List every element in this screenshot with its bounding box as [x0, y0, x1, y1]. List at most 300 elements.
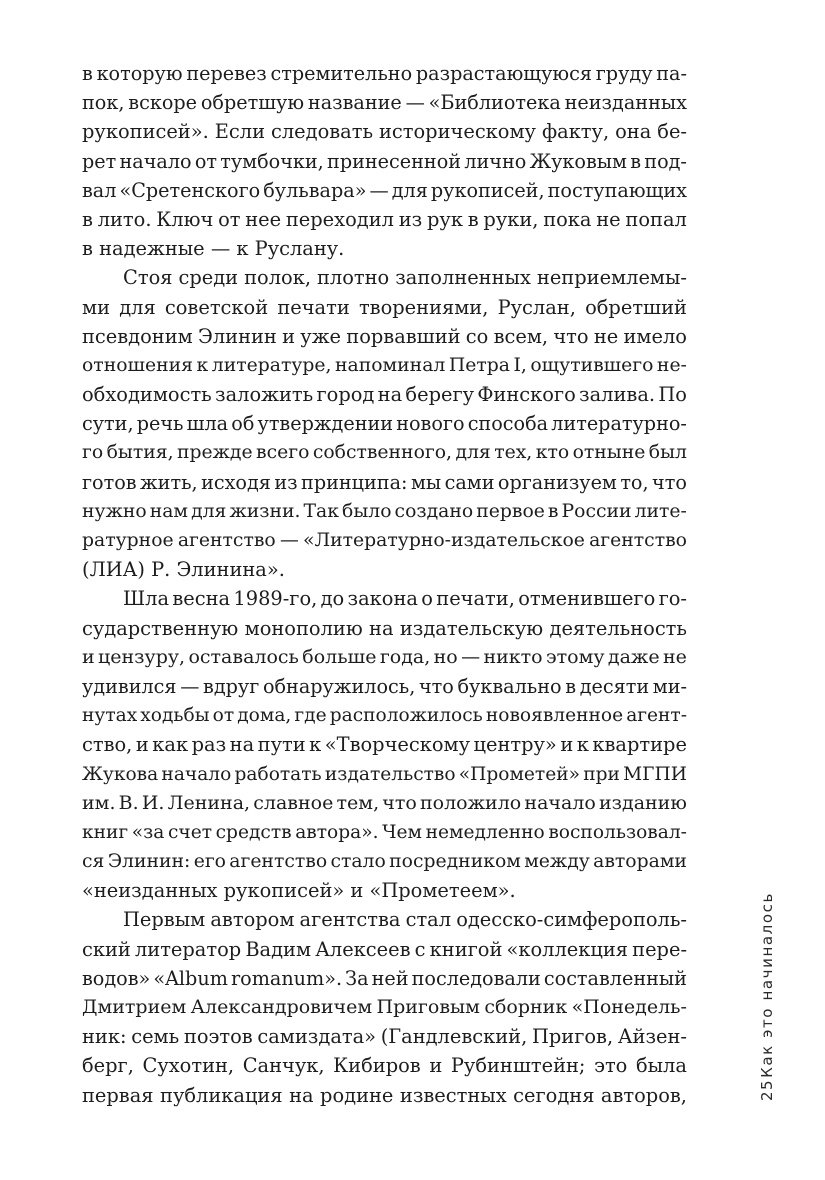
word: Сухотин, — [142, 1054, 235, 1078]
word: раз — [191, 733, 227, 757]
word: и — [429, 1054, 443, 1078]
word: берегу — [405, 383, 475, 407]
text-line — [82, 614, 687, 643]
word: славное — [253, 791, 334, 814]
word: лично — [464, 149, 527, 173]
word: го- — [658, 587, 687, 611]
word: ский — [82, 937, 131, 961]
word: на — [369, 616, 394, 640]
running-head — [752, 892, 782, 1078]
text-line — [82, 88, 687, 117]
word: — — [461, 645, 481, 668]
word: полок, — [244, 266, 311, 290]
word: «Понедель- — [571, 996, 687, 1018]
word: литературе, — [211, 354, 332, 376]
word: о — [421, 587, 433, 611]
word: И. — [141, 791, 165, 814]
word: Стоя — [123, 266, 173, 290]
text-line — [82, 964, 687, 993]
word: рук — [427, 207, 463, 231]
word: бе- — [657, 120, 687, 144]
page-number-text: 25 — [758, 1078, 776, 1102]
word: Шла — [123, 587, 170, 611]
word: и — [82, 645, 95, 668]
text-line — [82, 293, 687, 322]
word: десяти — [579, 674, 650, 698]
word: мы — [410, 470, 442, 494]
word: то, — [620, 470, 649, 494]
word: вал — [82, 178, 117, 202]
word: центру» — [473, 733, 557, 757]
text-line — [82, 117, 687, 146]
word: бульвара» — [263, 178, 367, 202]
word: советской — [164, 295, 269, 319]
word: прежде — [176, 442, 253, 464]
word: «Литературно-издательское — [302, 530, 585, 551]
body-text — [82, 59, 687, 1110]
word: го — [82, 442, 104, 464]
word: Кибиров — [333, 1054, 421, 1078]
text-line — [82, 789, 687, 818]
text-line — [82, 672, 687, 701]
word: от — [218, 207, 241, 231]
word: для — [391, 178, 428, 202]
word: последовали — [411, 966, 541, 990]
text-line — [82, 438, 687, 467]
word: даже — [607, 645, 660, 668]
word: — — [279, 530, 299, 551]
word: Элинин — [197, 324, 277, 348]
word: ми- — [652, 674, 687, 698]
text-line — [82, 205, 687, 234]
word: удивился — [82, 674, 177, 698]
word: вскоре — [128, 91, 198, 115]
word: авторов, — [600, 1083, 687, 1107]
word: организуем — [497, 470, 617, 494]
word: до — [320, 587, 345, 611]
word: название — [307, 91, 402, 115]
word: «Библиотека — [428, 91, 561, 115]
word: принесенной — [327, 149, 462, 173]
word: расположилось — [329, 705, 483, 727]
word: МГПИ — [623, 763, 687, 785]
word: в — [630, 149, 642, 173]
word: цензуру, — [98, 645, 186, 668]
word: пути — [257, 733, 306, 757]
word: Пригов, — [531, 1025, 614, 1049]
word: новоявленное — [485, 705, 624, 727]
word: лито. — [97, 207, 152, 231]
word: «коллекция — [506, 937, 629, 961]
word: поступающих — [547, 178, 687, 202]
text-line — [82, 935, 687, 964]
word: уже — [300, 324, 342, 348]
word: исходя — [201, 470, 271, 494]
word: тех, — [494, 442, 533, 464]
word: заполненных — [395, 266, 531, 290]
word: отменившего — [518, 587, 656, 611]
word: — — [180, 674, 200, 698]
text-line — [82, 847, 687, 876]
word: со — [465, 324, 489, 348]
word: печати — [277, 295, 350, 319]
word: больше — [302, 645, 377, 668]
word: стал — [405, 908, 452, 932]
word: деятельность — [549, 616, 687, 640]
text-line — [82, 263, 687, 292]
word: ощутившего — [530, 354, 654, 376]
word: и — [135, 733, 149, 757]
word: на — [377, 383, 403, 407]
word: нужно — [82, 500, 147, 522]
word: начало — [119, 149, 192, 173]
word: литературно- — [551, 412, 687, 436]
word: семь — [131, 1025, 180, 1049]
word: Санчук, — [242, 1054, 325, 1078]
word: что — [652, 470, 687, 494]
word: В. — [118, 791, 139, 814]
word: родине — [320, 1083, 394, 1107]
word: весна — [172, 587, 231, 611]
text-line: «неизданных рукописей» и «Прометеем». — [82, 879, 516, 903]
word: Элинин: — [107, 851, 191, 873]
word: от — [212, 705, 235, 727]
word: на — [229, 733, 255, 757]
word: ство, — [82, 733, 133, 757]
word: была — [635, 1054, 687, 1078]
text-line — [82, 351, 687, 380]
word: в — [82, 207, 93, 231]
word: нам — [149, 500, 189, 522]
word: автора». — [295, 821, 379, 843]
word: первая — [82, 1083, 154, 1107]
word: неизданных — [564, 91, 687, 115]
word: об — [231, 412, 255, 436]
word: шла — [186, 412, 229, 436]
word: сути, — [82, 412, 134, 436]
word: первое — [476, 500, 545, 522]
word: собственного, — [312, 442, 453, 464]
word: в — [467, 207, 479, 231]
word: для — [455, 442, 491, 464]
word: начало — [161, 763, 232, 785]
word: которую — [96, 62, 183, 85]
text-line — [82, 468, 687, 497]
word: руки, — [483, 207, 539, 231]
word: обретший — [585, 295, 687, 319]
word: не — [663, 645, 687, 668]
word: тем, — [336, 791, 380, 814]
word: оставалось — [188, 645, 299, 668]
word: к — [576, 733, 589, 757]
word: на — [289, 1083, 314, 1107]
word: издательство — [324, 763, 456, 785]
word: ратурное — [82, 530, 174, 551]
word: нее — [245, 207, 282, 231]
word: рет — [82, 149, 117, 173]
word: ми — [82, 295, 111, 319]
word: речь — [136, 412, 184, 436]
word: его — [193, 851, 226, 873]
word: перевез — [186, 62, 267, 85]
word: За — [345, 966, 369, 990]
word: это — [594, 1054, 628, 1078]
word: водов» — [82, 966, 151, 990]
word: книгой — [429, 937, 503, 961]
word: стремительно — [270, 62, 413, 85]
word: «Творческому — [324, 733, 471, 757]
word: среди — [178, 266, 239, 290]
running-head-text: Как это начиналось — [758, 892, 777, 1078]
text-line — [82, 409, 687, 438]
word: в — [547, 500, 559, 522]
word: что — [382, 791, 417, 814]
word: под- — [644, 149, 687, 173]
word: историческому — [379, 120, 536, 144]
page-number — [752, 1070, 782, 1110]
word: пока — [543, 207, 592, 231]
word: работать — [234, 763, 322, 785]
word: напоминал — [335, 354, 446, 376]
word: рукописей». — [82, 120, 209, 144]
word: самиздата» — [257, 1025, 377, 1049]
word: между — [524, 851, 590, 873]
word: изданию — [598, 791, 687, 814]
word: что — [418, 674, 454, 698]
word: нового — [396, 412, 465, 436]
word: утверждении — [257, 412, 394, 436]
word: посредником — [389, 851, 521, 873]
word: воспользовал- — [548, 821, 687, 843]
word: этому — [545, 645, 605, 668]
word: тумбочки, — [220, 149, 324, 173]
word: закона — [347, 587, 418, 611]
word: разрастающуюся — [415, 62, 592, 85]
text-line: в надежные — к Руслану. — [82, 237, 345, 261]
word: агентство — [229, 851, 328, 873]
word: способа — [467, 412, 549, 436]
text-line — [82, 584, 687, 613]
word: Ключ — [156, 207, 214, 231]
word: (Гандлевский, — [380, 1025, 528, 1049]
word: ней — [371, 966, 409, 990]
word: «Album — [153, 966, 228, 990]
word: к — [309, 733, 322, 757]
word: псевдоним — [82, 324, 193, 348]
word: пере- — [632, 937, 687, 961]
word: romanum». — [230, 966, 343, 990]
word: Руслан, — [497, 295, 576, 319]
word: неприемлемы- — [536, 266, 687, 290]
word: с — [414, 937, 426, 961]
word: 1989-го, — [233, 587, 318, 611]
word: Дмитрием — [82, 996, 187, 1018]
word: был — [648, 442, 687, 464]
word: плотно — [316, 266, 390, 290]
word: издательскую — [399, 616, 544, 640]
word: Первым — [123, 908, 206, 932]
word: ходьбы — [140, 705, 210, 727]
word: обретшую — [200, 91, 305, 115]
text-line — [82, 760, 687, 789]
word: Алексеев — [315, 937, 411, 961]
word: России — [561, 500, 632, 522]
word: сегодня — [513, 1083, 595, 1107]
word: было — [342, 500, 392, 522]
word: I, — [513, 354, 527, 376]
word: «Сретенского — [119, 178, 261, 202]
word: факту, — [541, 120, 610, 144]
word: публикация — [160, 1083, 283, 1107]
word: и — [560, 733, 574, 757]
word: Жуковым — [529, 149, 627, 173]
word: город — [316, 383, 375, 407]
word: создано — [394, 500, 474, 522]
word: счет — [168, 821, 213, 843]
text-line — [82, 643, 687, 672]
word: «Прометей» — [458, 763, 580, 785]
word: берг, — [82, 1054, 134, 1078]
word: Александровичем — [190, 996, 373, 1018]
word: в — [82, 62, 93, 85]
word: печати, — [436, 587, 515, 611]
word: отныне — [572, 442, 646, 464]
word: Айзен- — [617, 1025, 687, 1049]
text-line — [82, 59, 687, 88]
word: и — [282, 324, 296, 348]
word: Рубинштейн; — [450, 1054, 586, 1078]
word: квартире — [592, 733, 687, 757]
text-line — [82, 1081, 687, 1110]
word: она — [615, 120, 652, 144]
word: рукописей, — [430, 178, 545, 202]
word: имело — [623, 324, 687, 348]
word: составленный — [543, 966, 687, 990]
word: «за — [131, 821, 165, 843]
text-line — [82, 1022, 687, 1051]
word: Финского — [477, 383, 576, 407]
text-line — [82, 818, 687, 847]
word: По — [658, 383, 687, 407]
word: но — [433, 645, 458, 668]
word: бытия, — [106, 442, 174, 464]
word: немедленно — [425, 821, 545, 843]
word: жить, — [140, 470, 198, 494]
word: в — [565, 674, 577, 698]
word: залива. — [579, 383, 656, 407]
text-line — [82, 497, 687, 526]
word: па- — [656, 62, 687, 85]
word: агентство — [589, 530, 687, 551]
word: где — [294, 705, 327, 727]
word: следовать — [270, 120, 374, 144]
word: переходил — [285, 207, 394, 231]
word: агент- — [626, 705, 687, 727]
word: года, — [379, 645, 431, 668]
word: к — [196, 354, 209, 376]
word: при — [583, 763, 620, 785]
word: всем, — [493, 324, 549, 348]
word: Вадим — [245, 937, 312, 961]
word: нутах — [82, 705, 138, 727]
text-line — [82, 701, 687, 730]
word: им. — [82, 791, 116, 814]
word: для — [119, 295, 156, 319]
text-line — [82, 1051, 687, 1080]
word: жизни. — [229, 500, 301, 522]
word: пок, — [82, 91, 125, 115]
text-line: (ЛИА) Р. Элинина». — [82, 558, 285, 582]
word: не- — [656, 354, 687, 376]
word: не — [596, 207, 621, 231]
word: ся — [82, 851, 105, 873]
word: авторами — [593, 851, 687, 873]
word: Так — [303, 500, 339, 522]
word: груду — [595, 62, 653, 85]
word: монополию — [244, 616, 363, 640]
word: не — [593, 324, 619, 348]
word: обходимость — [82, 383, 212, 407]
word: что — [553, 324, 589, 348]
word: Если — [214, 120, 265, 144]
text-line — [82, 730, 687, 759]
word: положило — [419, 791, 522, 814]
text-line — [82, 147, 687, 176]
word: начало — [524, 791, 596, 814]
word: готов — [82, 470, 137, 494]
word: заложить — [215, 383, 314, 407]
word: сами — [444, 470, 495, 494]
word: Петра — [448, 354, 510, 376]
word: обнаружилось, — [262, 674, 416, 698]
word: творениями, — [358, 295, 489, 319]
word: из — [398, 207, 423, 231]
word: — — [369, 178, 389, 202]
word: кто — [535, 442, 570, 464]
word: для — [191, 500, 227, 522]
text-line — [82, 526, 687, 555]
word: Приговым — [376, 996, 480, 1018]
word: как — [152, 733, 189, 757]
text-line — [82, 322, 687, 351]
word: отношения — [82, 354, 193, 376]
word: лите- — [634, 500, 687, 522]
word: сборник — [484, 996, 568, 1018]
word: Ленина, — [167, 791, 251, 814]
text-line — [82, 905, 687, 934]
word: сударственную — [82, 616, 239, 640]
word: всего — [256, 442, 310, 464]
word: из — [274, 470, 298, 494]
word: дома, — [237, 705, 292, 727]
word: вдруг — [203, 674, 260, 698]
word: агентства — [299, 908, 401, 932]
word: порвавший — [346, 324, 461, 348]
word: средств — [215, 821, 292, 843]
word: известных — [399, 1083, 507, 1107]
word: ник: — [82, 1025, 127, 1049]
text-line — [82, 380, 687, 409]
text-line — [82, 176, 687, 205]
word: Жукова — [82, 763, 159, 785]
word: стало — [330, 851, 386, 873]
word: автором — [210, 908, 295, 932]
word: никто — [483, 645, 543, 668]
word: агентство — [177, 530, 276, 551]
word: поэтов — [183, 1025, 253, 1049]
text-line — [82, 993, 687, 1022]
word: книг — [82, 821, 129, 843]
